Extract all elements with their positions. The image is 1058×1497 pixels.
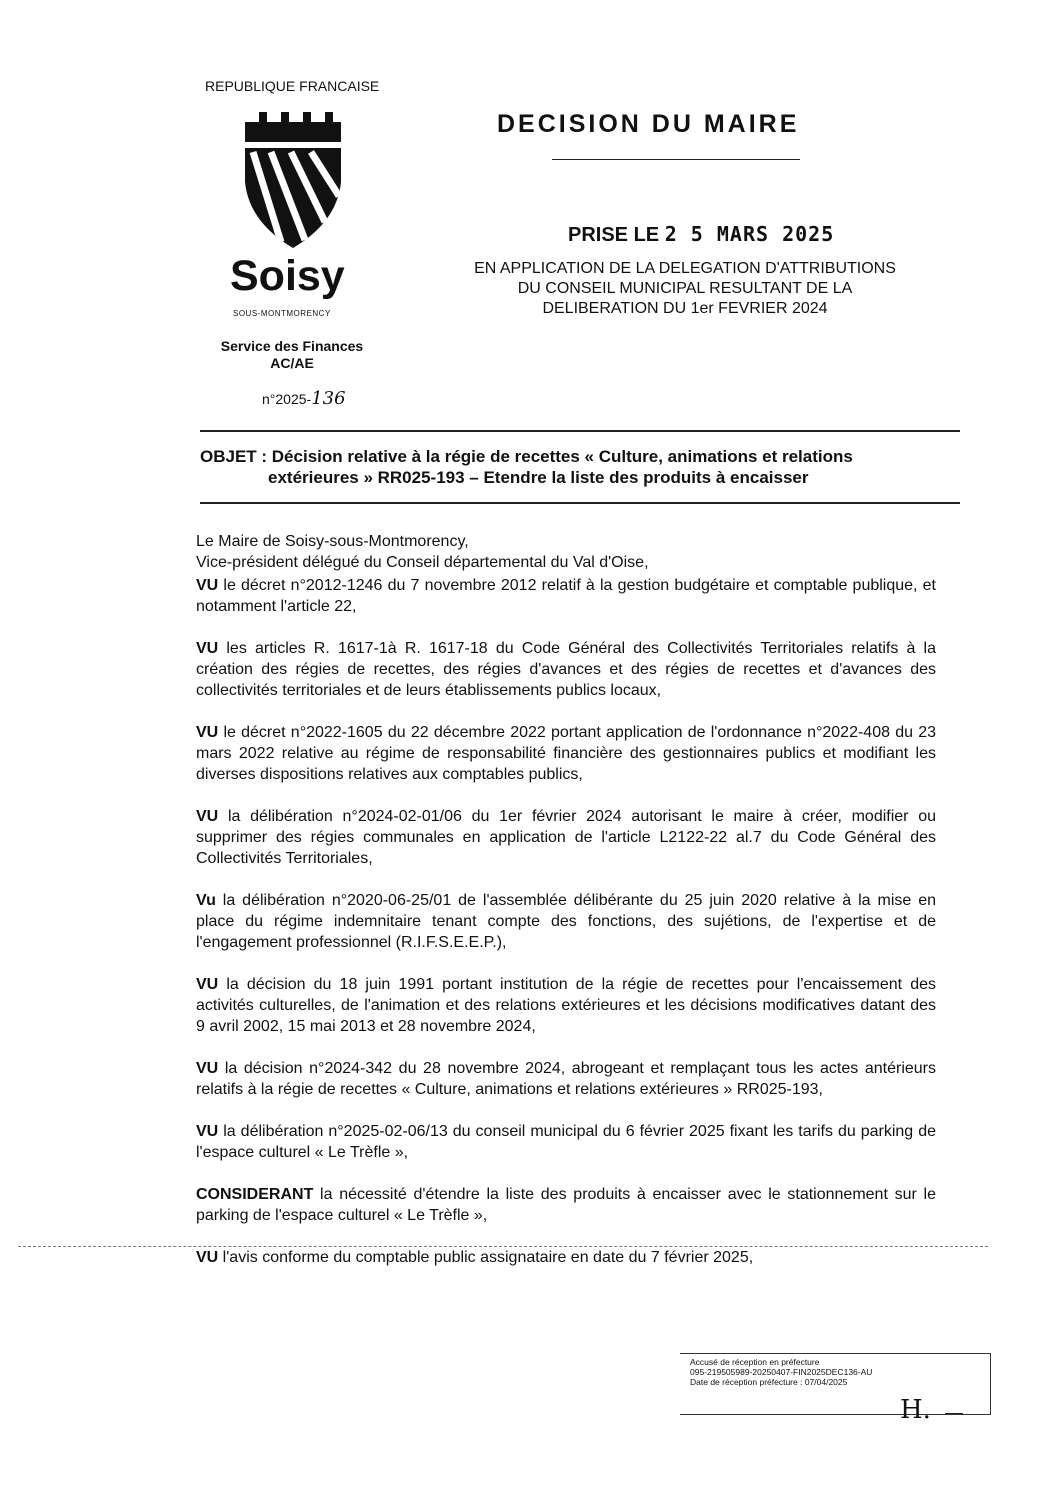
document-body — [196, 531, 936, 1268]
receipt-line-1: Accusé de réception en préfecture — [690, 1357, 820, 1367]
decision-number-handwritten: 136 — [311, 388, 346, 409]
receipt-line-3: Date de réception préfecture : 07/04/2025 — [690, 1377, 848, 1387]
visa-text: la décision du 18 juin 1991 portant institution de la régie de recettes pour l'encaissement des activités culturelles, de l'animation et des relations extérieures et les décisions modificatives datant des 9 avril 2002, 15 mai 2013 et 28 novembre 2024, — [196, 976, 936, 1035]
handwritten-initials: H. — [900, 1395, 931, 1425]
objet-line-1: OBJET : Décision relative à la régie de recettes « Culture, animations et relations — [200, 447, 853, 466]
visa-paragraph — [196, 722, 936, 785]
visa-text: la délibération n°2020-06-25/01 de l'assemblée délibérante du 25 juin 2020 relative à la mise en place du régime indemnitaire tenant compte des fonctions, des sujétions, de l'expertise et de l'engagement professionnel (R.I.F.S.E.E.P.), — [196, 892, 936, 951]
service-code: AC/AE — [270, 355, 314, 371]
visa-text: l'avis conforme du comptable public assignataire en date du 7 février 2025, — [218, 1249, 754, 1266]
application-line-2: DU CONSEIL MUNICIPAL RESULTANT DE LA — [517, 280, 853, 297]
visa-lead: VU — [196, 577, 219, 594]
receipt-line-2: 095-219505989-20250407-FIN2025DEC136-AU — [690, 1367, 873, 1377]
visa-text: la délibération n°2024-02-01/06 du 1er février 2024 autorisant le maire à créer, modifier ou supprimer des régies communales en application de l'article L2122-22 al.7 du Code Général des Collectivités Territoriales, — [196, 808, 936, 867]
visa-paragraph — [196, 575, 936, 617]
objet-block — [200, 446, 958, 488]
visa-paragraph — [196, 806, 936, 869]
visa-paragraph — [196, 638, 936, 701]
service-name: Service des Finances — [220, 338, 364, 354]
visa-lead: VU — [196, 808, 219, 825]
application-line-3: DELIBERATION DU 1er FEVRIER 2024 — [542, 300, 828, 317]
visa-lead: Vu — [196, 892, 216, 909]
visa-paragraph — [196, 890, 936, 953]
visa-paragraph — [196, 1058, 936, 1100]
visa-text: la délibération n°2025-02-06/13 du conseil municipal du 6 février 2025 fixant les tarifs du parking de l'espace culturel « Le Trèfle », — [196, 1123, 936, 1161]
service-block — [214, 338, 370, 372]
visa-text: le décret n°2012-1246 du 7 novembre 2012 relatif à la gestion budgétaire et comptable publique, et notamment l'article 22, — [196, 577, 936, 615]
visa-paragraph — [196, 1121, 936, 1163]
page-title: DECISION DU MAIRE — [497, 110, 800, 138]
visa-lead: VU — [196, 1249, 219, 1266]
considerant-paragraph — [196, 1184, 936, 1226]
soisy-crest-logo — [245, 112, 341, 252]
application-line-1: EN APPLICATION DE LA DELEGATION D'ATTRIBUTIONS — [474, 260, 896, 277]
intro-mayor: Le Maire de Soisy-sous-Montmorency, — [196, 533, 469, 550]
visa-paragraph — [196, 974, 936, 1037]
visa-text: la décision n°2024-342 du 28 novembre 2024, abrogeant et remplaçant tous les actes antérieurs relatifs à la régie de recettes « Culture, animations et relations extérieures » RR025-193, — [196, 1060, 936, 1098]
visa-lead: VU — [196, 1060, 219, 1077]
prise-le-line — [568, 222, 834, 247]
visa-lead: VU — [196, 724, 219, 741]
decision-number — [262, 388, 346, 409]
visa-lead: VU — [196, 640, 219, 657]
objet-rule-top — [200, 430, 960, 432]
intro-vice-president: Vice-président délégué du Conseil départemental du Val d'Oise, — [196, 554, 649, 571]
visa-lead: VU — [196, 976, 219, 993]
logo-subtitle: SOUS-MONTMORENCY — [233, 309, 331, 318]
initials-dash — [945, 1413, 963, 1414]
title-underline — [552, 159, 800, 160]
objet-rule-bottom — [200, 502, 960, 504]
objet-line-2: extérieures » RR025-193 – Etendre la liste des produits à encaisser — [268, 468, 809, 487]
visa-text: le décret n°2022-1605 du 22 décembre 2022 portant application de l'ordonnance n°2022-408 du 23 mars 2022 relative au régime de responsabilité financière des gestionnaires publics et modifiant les diverses dispositions relatives aux comptables publics, — [196, 724, 936, 783]
application-block — [430, 259, 940, 319]
visa-paragraph — [196, 1247, 936, 1268]
considerant-text: la nécessité d'étendre la liste des produits à encaisser avec le stationnement sur le parking de l'espace culturel « Le Trèfle », — [196, 1186, 936, 1224]
decision-number-prefix: n°2025- — [262, 391, 312, 407]
considerant-lead: CONSIDERANT — [196, 1186, 314, 1203]
scan-dashed-line — [18, 1246, 988, 1247]
visa-lead: VU — [196, 1123, 219, 1140]
date-stamp: 2 5 MARS 2025 — [664, 222, 835, 246]
prefecture-receipt-text — [690, 1357, 872, 1387]
republique-francaise: REPUBLIQUE FRANCAISE — [205, 78, 380, 94]
prise-label: PRISE LE — [568, 224, 660, 246]
visa-text: les articles R. 1617-1à R. 1617-18 du Code Général des Collectivités Territoriales relatifs à la création des régies de recettes, des régies d'avances et des régies de recettes et d'avances des collectivités territoriales et de leurs établissements publics locaux, — [196, 640, 936, 699]
logo-wordmark: Soisy — [230, 252, 345, 300]
